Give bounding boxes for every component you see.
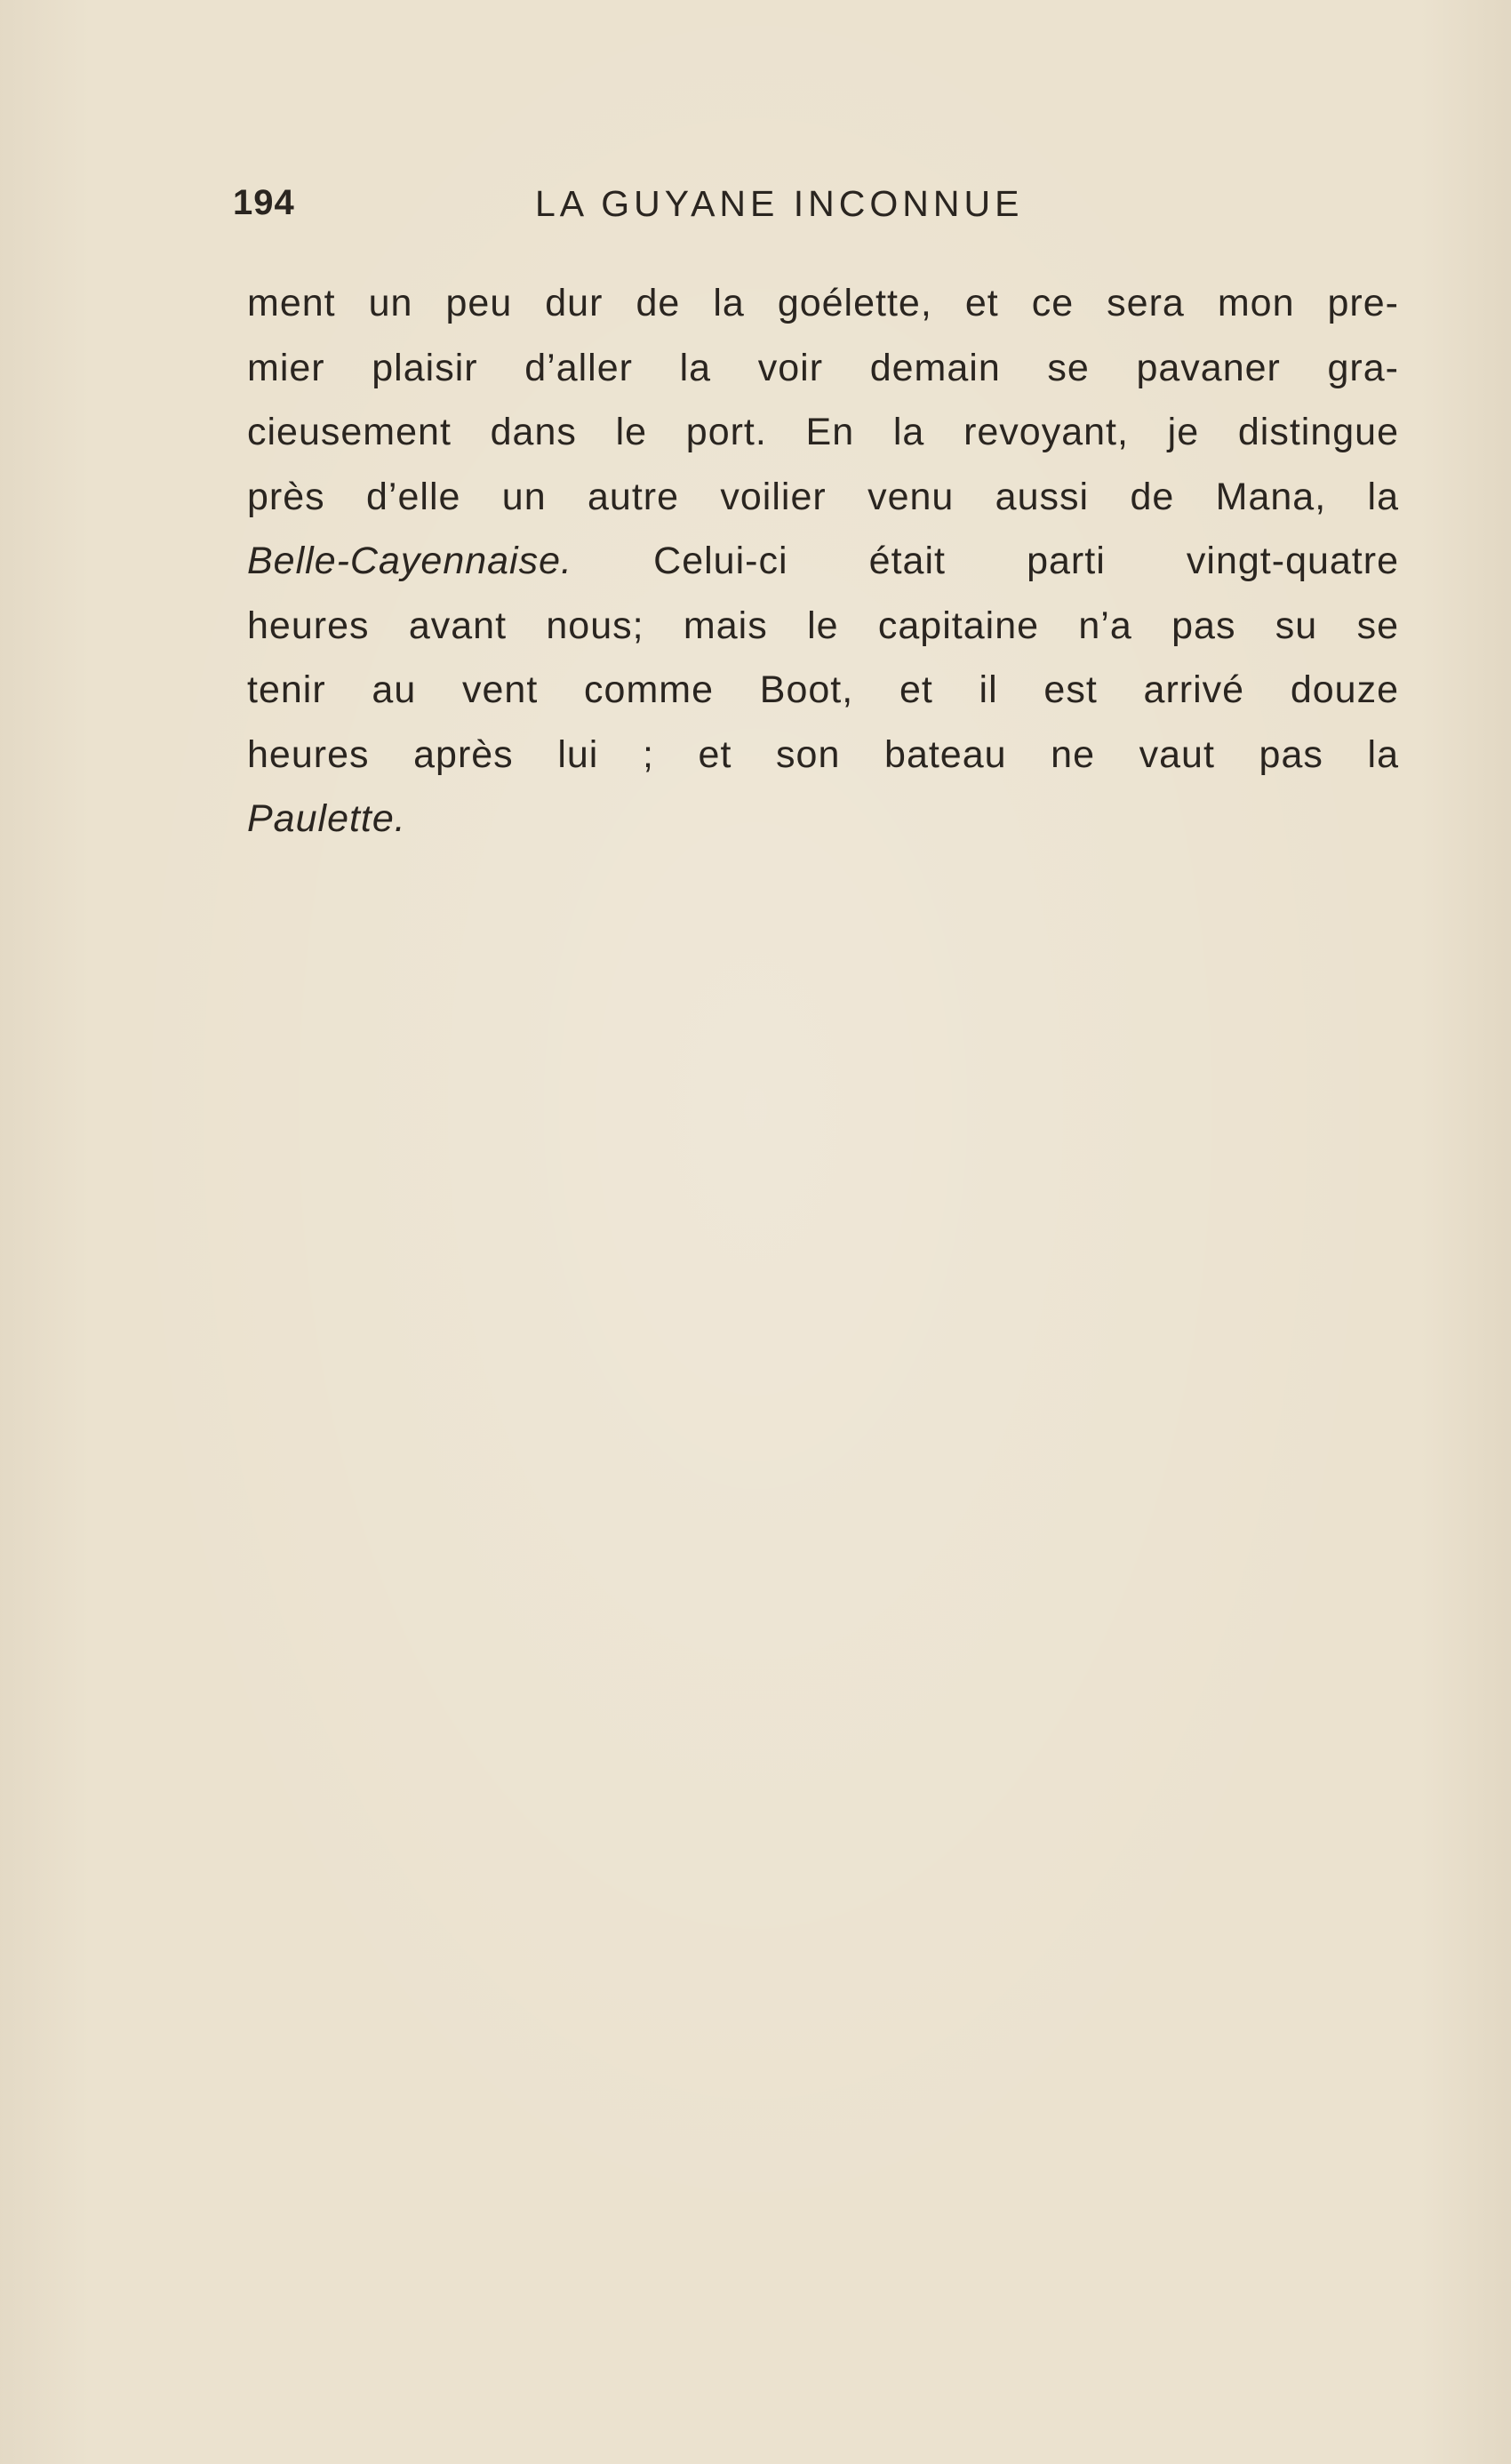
text-line: tenir au vent comme Boot, et il est arrivé douze — [247, 668, 1399, 711]
running-title: LA GUYANE INCONNUE — [535, 183, 1024, 224]
page-number: 194 — [233, 183, 295, 222]
page-header — [233, 180, 1395, 233]
text-line: cieusement dans le port. En la revoyant, je distingue — [247, 411, 1399, 453]
body-paragraph — [247, 271, 1399, 852]
text-line: heures avant nous; mais le capitaine n’a pas su se — [247, 604, 1399, 647]
text-line: ment un peu dur de la goélette, et ce sera mon pre- — [247, 282, 1399, 324]
ship-name-paulette: Paulette. — [247, 797, 406, 840]
ship-name-belle-cayennaise: Belle-Cayennaise. — [247, 540, 572, 582]
text-line — [247, 529, 1399, 594]
text-line — [247, 787, 1399, 852]
text-line: mier plaisir d’aller la voir demain se pavaner gra- — [247, 346, 1399, 389]
text-line: heures après lui ; et son bateau ne vaut pas la — [247, 732, 1399, 776]
text-line-rest: Celui-ci était parti vingt-quatre — [572, 540, 1399, 582]
text-line: près d’elle un autre voilier venu aussi de Mana, la — [247, 475, 1399, 518]
